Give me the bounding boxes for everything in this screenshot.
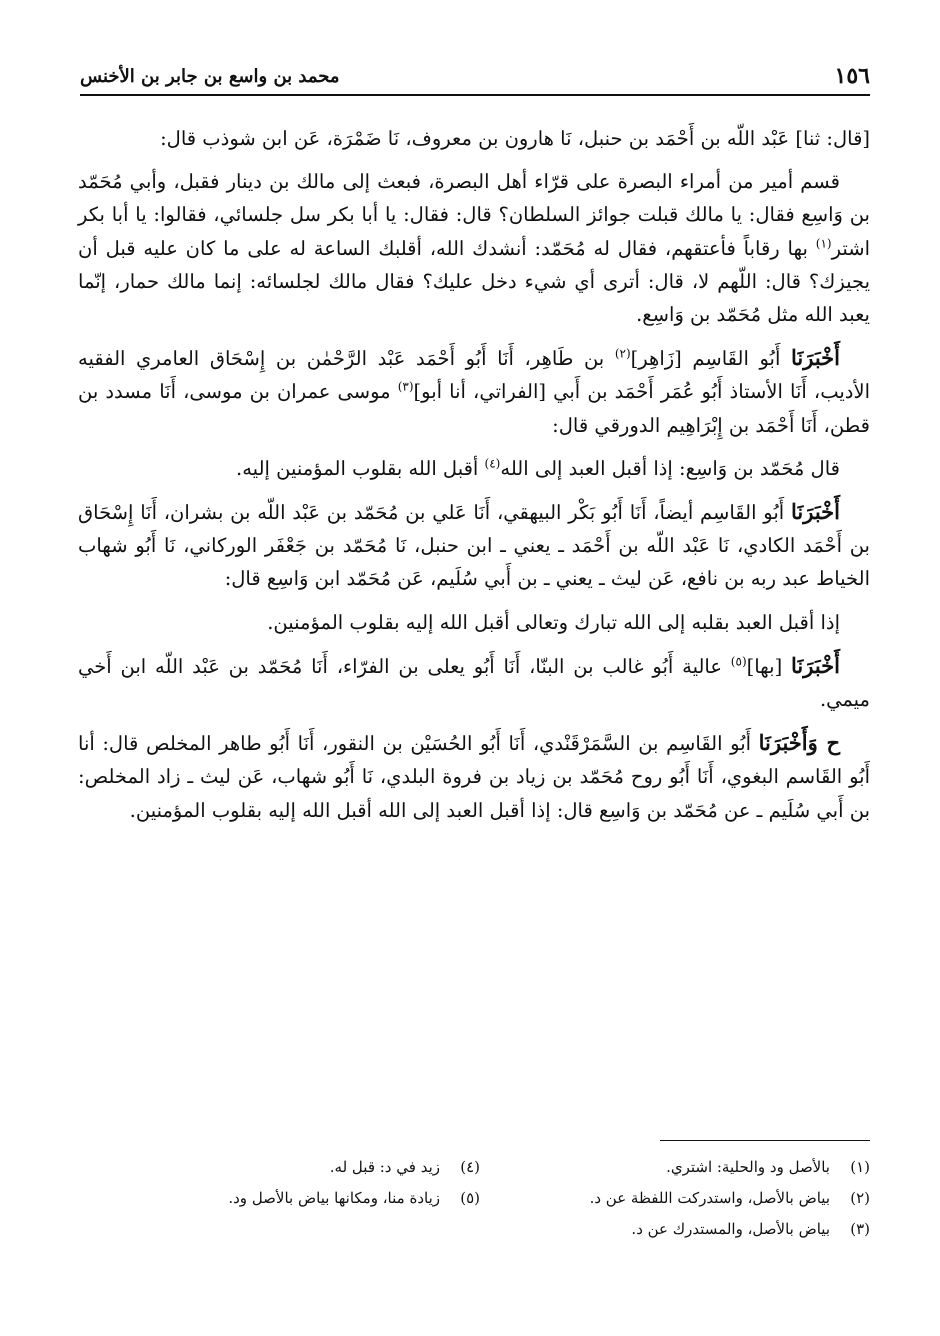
paragraph-2-text-b: بها رقاباً فأعتقهم، فقال له مُحَمّد: أنشدك الله، أقلبك الساعة له على ما كان عليه قبل أن يجيزك؟ قال: اللّهم لا، قال: أترى أي شيء دخل عليك؟ فقال مالك لجلسائه: إنما مالك حمار، إنّما يعبد الله مثل مُحَمّد بن وَاسِع. xyxy=(78,236,870,327)
footnote-text: بياض بالأصل، واستدركت اللفظة عن د. xyxy=(589,1189,830,1207)
footnote-ref-1[interactable]: (١) xyxy=(815,236,832,251)
paragraph-3-text-a: أَبُو القَاسِم [زَاهِر] xyxy=(630,347,792,371)
paragraph-4-text-a: قال مُحَمّد بن وَاسِع: إذا أقبل العبد إلى الله xyxy=(500,456,840,480)
paragraph-3-text-c: موسى عمران بن موسى، أَنَا مسدد بن قطن، أَنَا أَحْمَد بن إِبْرَاهِيم الدورقي قال: xyxy=(78,380,870,437)
footnote-number: (٤) xyxy=(460,1158,480,1176)
running-title: محمد بن واسع بن جابر بن الأخنس xyxy=(80,65,340,87)
footnote-4 xyxy=(120,1152,480,1183)
footnote-ref-2[interactable]: (٢) xyxy=(614,346,631,361)
footnote-ref-3[interactable]: (٣) xyxy=(397,379,414,394)
footnote-number: (٢) xyxy=(850,1189,870,1207)
footnote-ref-4[interactable]: (٤) xyxy=(484,456,501,471)
page-number: ١٥٦ xyxy=(834,63,870,89)
footnote-text: زيد في د: قبل له. xyxy=(329,1158,440,1176)
footnote-divider xyxy=(660,1140,870,1141)
isnad-keyword: أَخْبَرَنَا xyxy=(791,345,840,371)
paragraph-2 xyxy=(78,165,870,331)
paragraph-5-text: أَبُو القَاسِم أيضاً، أَنَا أَبُو بَكْر البيهقي، أَنَا عَلي بن مُحَمّد بن عَبْد اللّه بن بشران، أَنَا إِسْحَاق بن أَحْمَد الكادي، نَا عَبْد اللّه بن أَحْمَد ـ يعني ـ ابن حنبل، نَا مُحَمّد بن جَعْفَر الوركاني، نَا أَبُو شهاب الخياط عبد ربه بن نافع، عَن ليث ـ يعني ـ بن أَبي سُلَيم، عَن مُحَمّد ابن وَاسِع قال: xyxy=(78,501,870,591)
footnote-text: زيادة منا، ومكانها بياض بالأصل ود. xyxy=(228,1189,440,1207)
footnote-1 xyxy=(510,1152,870,1183)
paragraph-1: [قال: ثنا] عَبْد اللّه بن أَحْمَد بن حنبل، نَا هارون بن معروف، نَا ضَمْرَة، عَن ابن شوذب قال: xyxy=(160,127,870,150)
paragraph-7 xyxy=(78,649,870,716)
paragraph-2-text-a: قسم أمير من أمراء البصرة على قرّاء أهل البصرة، فبعث إلى مالك بن دينار فقبل، وأبي مُحَمّد بن وَاسِع فقال: يا مالك قبلت جوائز السلطان؟ قال: فقال: يا أبا بكر سل جلسائي، فقالوا: يا أبا بكر اشتر xyxy=(78,170,870,260)
footnotes xyxy=(120,1152,870,1245)
paragraph-7-text-b: عالية أَبُو غالب بن البنّا، أَنَا أَبُو يعلى بن الفرّاء، أَنَا مُحَمّد بن عَبْد اللّه ابن أَخي ميمي. xyxy=(78,654,870,712)
footnote-5 xyxy=(120,1183,480,1214)
isnad-keyword: أَخْبَرَنَا xyxy=(791,652,840,678)
footnote-number: (٥) xyxy=(460,1189,480,1207)
main-text xyxy=(78,122,870,837)
paragraph-8-text: أَبُو القَاسِم بن السَّمَرْقَنْدي، أَنَا أَبُو الحُسَيْن بن النقور، أَنَا أَبُو طاهر المخلص قال: أنا أَبُو القَاسم البغوي، أَنَا أَبُو روح مُحَمّد بن زياد بن فروة البلدي، نَا أَبُو شهاب، عَن ليث ـ زاد المخلص: بن أَبي سُلَيم ـ عن مُحَمّد بن وَاسِع قال: إذا أقبل العبد إلى الله أقبل الله إليه بقلوب المؤمنين. xyxy=(78,732,870,822)
paragraph-5 xyxy=(78,495,870,596)
paragraph-4-text-b: أقبل الله بقلوب المؤمنين إليه. xyxy=(236,456,485,480)
isnad-keyword: ح وَأَخْبَرَنَا xyxy=(758,730,840,756)
footnote-number: (١) xyxy=(850,1158,870,1176)
paragraph-7-text-a: [بها] xyxy=(746,654,792,678)
paragraph-6: إذا أقبل العبد بقلبه إلى الله تبارك وتعالى أقبل الله إليه بقلوب المؤمنين. xyxy=(267,610,840,634)
footnote-text: بالأصل ود والحلية: اشتري. xyxy=(666,1158,830,1176)
footnote-ref-5[interactable]: (٥) xyxy=(730,654,747,669)
isnad-keyword: أَخْبَرَنَا xyxy=(791,499,840,525)
paragraph-3 xyxy=(78,341,870,442)
paragraph-4 xyxy=(78,452,870,485)
footnote-number: (٣) xyxy=(850,1220,870,1238)
paragraph-8 xyxy=(78,726,870,827)
footnote-3 xyxy=(510,1214,870,1245)
page-header xyxy=(80,58,870,96)
footnote-2 xyxy=(510,1183,870,1214)
paragraph-3-text-b: بن طَاهِر، أَنَا أَبُو أَحْمَد عَبْد الرَّحْمٰن بن إِسْحَاق العامري الفقيه الأديب، أَنَا الأستاذ أَبُو عُمَر أَحْمَد بن أَبي [الفراتي، أنا أبو] xyxy=(78,347,871,404)
footnote-text: بياض بالأصل، والمستدرك عن د. xyxy=(631,1220,830,1238)
